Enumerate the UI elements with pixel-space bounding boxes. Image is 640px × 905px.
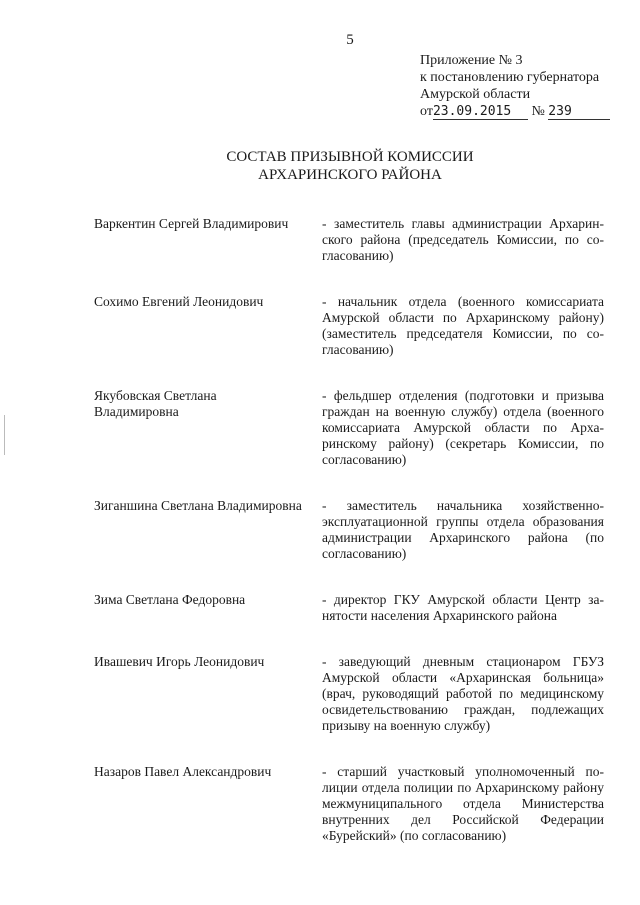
member-row (94, 294, 604, 358)
member-name: Якубовская Светлана Владимировна (94, 388, 217, 419)
member-role: - начальник отдела (военного комиссариата Амурской области по Архаринскому району) (заместитель председателя Комиссии, по согласованию) (322, 294, 604, 357)
member-row (94, 592, 604, 624)
appendix-line-1: Приложение № 3 (420, 53, 523, 68)
member-name: Зима Светлана Федоровна (94, 592, 246, 607)
member-row (94, 654, 604, 734)
title-line-2: АРХАРИНСКОГО РАЙОНА (258, 167, 442, 183)
member-row (94, 388, 604, 468)
member-role: - директор ГКУ Амурской области Центр занятости населения Архаринского района (322, 592, 604, 623)
document-title (0, 148, 640, 184)
page-number: 5 (346, 32, 354, 48)
title-line-1: СОСТАВ ПРИЗЫВНОЙ КОМИССИИ (226, 149, 474, 165)
member-role: - заместитель начальника хозяйственно-эксплуатационной группы отдела образования администрации Архаринского района (по согласованию) (322, 498, 604, 561)
date-prefix: от (420, 104, 433, 119)
members-list (94, 216, 604, 844)
scan-margin-mark (4, 415, 5, 455)
member-role: - заместитель главы администрации Архаринского района (председатель Комиссии, по согласованию) (322, 216, 604, 263)
member-role: - фельдшер отделения (подготовки и призыва граждан на военную службу) отдела (военного комиссариата Амурской области по Архаринскому району) (секретарь Комиссии, по согласованию) (322, 388, 604, 467)
member-name: Назаров Павел Александрович (94, 764, 272, 779)
date-value: 23.09.2015 (433, 104, 528, 120)
member-name: Ивашевич Игорь Леонидович (94, 654, 265, 669)
member-name: Сохимо Евгений Леонидович (94, 294, 264, 309)
appendix-line-3: Амурской области (420, 87, 531, 102)
member-role: - старший участковый уполномоченный полиции отдела полиции по Архаринскому району межмуниципального отдела Министерства внутренних дел Российской Федерации «Бурейский» (по согласованию) (322, 764, 604, 843)
number-value: 239 (548, 104, 610, 120)
number-prefix: № (531, 104, 545, 119)
appendix-date-line (420, 103, 620, 120)
member-row (94, 498, 604, 562)
member-role: - заведующий дневным стационаром ГБУЗ Амурской области «Архаринская больница» (врач, руководящий работой по медицинскому освидетельствованию граждан, подлежащих призыву на военную службу) (322, 654, 604, 733)
member-name: Варкентин Сергей Владимирович (94, 216, 289, 231)
member-name: Зиганшина Светлана Владимировна (94, 498, 302, 513)
appendix-line-2: к постановлению губернатора (420, 70, 600, 85)
appendix-block (420, 52, 620, 120)
member-row (94, 764, 604, 844)
member-row (94, 216, 604, 264)
